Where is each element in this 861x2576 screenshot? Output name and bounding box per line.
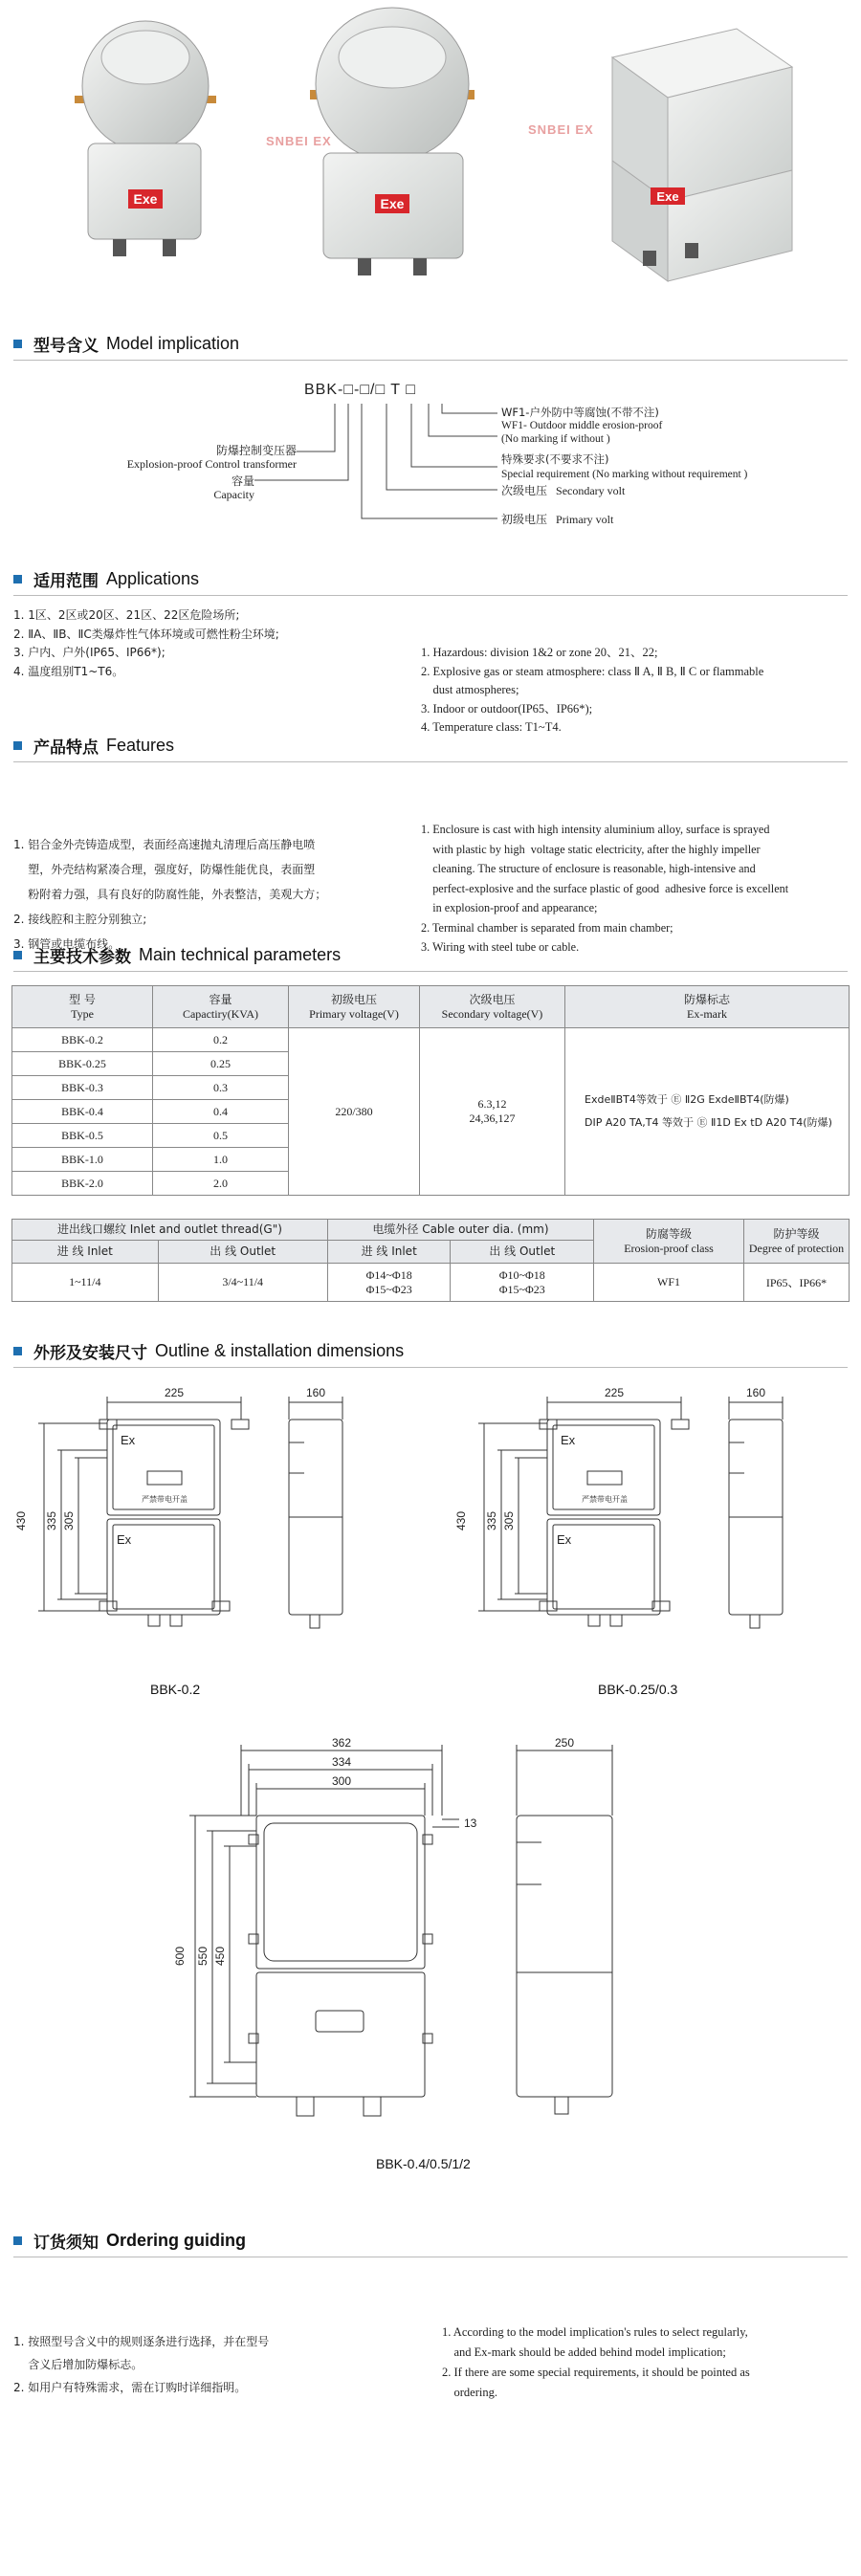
photo-bbk-large [612, 0, 792, 281]
heading-en: Applications [106, 568, 200, 588]
section-heading-ordering [13, 2229, 246, 2252]
dim-thickness: 13 [464, 1816, 477, 1830]
item-wf1-zh: WF1-户外防中等腐蚀(不带不注) [501, 406, 659, 419]
dim-side: 160 [745, 1386, 766, 1399]
cable-header: 电缆外径 Cable outer dia. (mm) [327, 1220, 593, 1241]
secondary-voltage: 6.3,12 24,36,127 [420, 1028, 565, 1196]
table-row: BBK-0.3 0.3 [12, 1076, 850, 1100]
heading-en: Ordering guiding [106, 2230, 246, 2250]
dim-h1: 430 [14, 1510, 28, 1531]
item-secondary: 次级电压 Secondary volt [501, 484, 626, 497]
section-heading-features [13, 734, 174, 757]
product-photo-illustration [0, 0, 861, 287]
watermark: SNBEI EX [528, 122, 594, 137]
col-capacity: 容量 Capactiry(KVA) [153, 986, 289, 1028]
dim-width: 225 [164, 1386, 185, 1399]
drawing-bbk-0-25 [440, 1377, 861, 1664]
dim-side: 250 [554, 1736, 575, 1750]
divider [13, 761, 848, 762]
cable-inlet-header: 进 线 Inlet [327, 1241, 451, 1264]
heading-square-icon [13, 951, 22, 959]
drawing-bbk-0-2-lines [0, 1377, 430, 1664]
ordering-en: 1. According to the model implication's rules to select regularly, and Ex-mark should be added behind model implication; 2. If there are some special requirements, it should be pointed as ordering. [442, 2325, 750, 2399]
dim-side: 160 [305, 1386, 326, 1399]
caption-bbk-0-25: BBK-0.25/0.3 [598, 1682, 678, 1697]
model-code-diagram [0, 373, 861, 545]
drawing-ex-top: Ex [121, 1433, 136, 1447]
dim-width: 225 [604, 1386, 625, 1399]
divider [13, 1367, 848, 1368]
dim-h3: 305 [62, 1510, 76, 1531]
divider [13, 971, 848, 972]
protection-header: 防护等级 Degree of protection [744, 1220, 850, 1264]
drawing-bbk-0-4-lines [0, 1722, 861, 2143]
table-row: BBK-1.0 1.0 [12, 1148, 850, 1172]
left-capacity-zh: 容量 [231, 474, 254, 488]
params-table [11, 985, 850, 1196]
applications-zh: 1. 1区、2区或20区、21区、22区危险场所; 2. ⅡA、ⅡB、ⅡC类爆炸性气体环境或可燃性粉尘环境; 3. 户内、户外(IP65、IP66*); 4. 温度组别T1~T6。 [13, 608, 279, 678]
thread-table [11, 1219, 850, 1302]
section-heading-applications [13, 567, 199, 590]
dim-h3: 450 [213, 1946, 227, 1967]
primary-voltage: 220/380 [289, 1028, 420, 1196]
col-exmark: 防爆标志 Ex-mark [565, 986, 850, 1028]
table-row: BBK-0.2 0.2 220/380 6.3,12 24,36,127 ExdeⅡBT4等效于 Ⓔ Ⅱ2G ExdeⅡBT4(防爆) DIP A20 TA,T4 等效于 Ⓔ Ⅱ1D Ex tD A20 T4(防爆) [12, 1028, 850, 1052]
drawing-bbk-0-4 [0, 1722, 861, 2143]
heading-square-icon [13, 2236, 22, 2245]
item-wf1-en: WF1- Outdoor middle erosion-proof [501, 420, 663, 431]
table-row: 1~11/4 3/4~11/4 Φ14~Φ18 Φ15~Φ23 Φ10~Φ18 Φ15~Φ23 WF1 IP65、IP66* [12, 1264, 850, 1302]
watermark: SNBEI EX [266, 134, 332, 148]
caption-bbk-0-4: BBK-0.4/0.5/1/2 [376, 2156, 471, 2171]
dim-h2: 550 [196, 1946, 210, 1967]
erosion-header: 防腐等级 Erosion-proof class [594, 1220, 744, 1264]
features-en: 1. Enclosure is cast with high intensity aluminium alloy, surface is sprayed with plastic by high voltage static electricity, after the highly impeller cleaning. The structure of enclosure is reasonable, high-intensive and perfect-explosive and the surface plastic of good adhesive force is excellent in explosion-proof and appearance; 2. Terminal chamber is separated from main chamber; 3. Wiring with steel tube or cable. [421, 823, 789, 954]
item-wf1-en2: (No marking if without ) [501, 433, 610, 445]
photo-bbk-medium [310, 8, 475, 275]
exmark: ExdeⅡBT4等效于 Ⓔ Ⅱ2G ExdeⅡBT4(防爆) DIP A20 TA,T4 等效于 Ⓔ Ⅱ1D Ex tD A20 T4(防爆) [565, 1028, 850, 1196]
table-row: BBK-0.4 0.4 [12, 1100, 850, 1124]
photo-label-right: Exe [656, 189, 679, 204]
features-zh: 1. 铝合金外壳铸造成型，表面经高速抛丸清理后高压静电喷 塑，外壳结构紧凑合理，强度好，防爆性能优良，表面塑 粉附着力强，具有良好的防腐性能，外表整洁，美观大方； 2. 接线腔和主腔分别独立; 3. 钢管或电缆布线。 [13, 838, 327, 951]
divider [13, 595, 848, 596]
drawing-ex-bottom: Ex [557, 1532, 572, 1547]
drawing-warning-plate: 严禁带电开盖 [582, 1495, 628, 1504]
applications-en: 1. Hazardous: division 1&2 or zone 20、21、22; 2. Explosive gas or steam atmosphere: class Ⅱ A, Ⅱ B, Ⅱ C or flammable dust atmospheres; 3. Indoor or outdoor(IP65、IP66*); 4. Temperature class: T1~T4. [421, 646, 764, 734]
drawing-ex-top: Ex [561, 1433, 576, 1447]
heading-zh: 主要技术参数 [33, 947, 131, 967]
item-special-zh: 特殊要求(不要求不注) [501, 452, 609, 466]
heading-square-icon [13, 741, 22, 750]
heading-en: Main technical parameters [139, 944, 342, 964]
heading-zh: 型号含义 [33, 336, 99, 356]
section-heading-params [13, 943, 341, 966]
heading-square-icon [13, 340, 22, 348]
table-row: BBK-0.25 0.25 [12, 1052, 850, 1076]
col-primary: 初级电压 Primary voltage(V) [289, 986, 420, 1028]
dim-w1: 362 [331, 1736, 352, 1750]
photo-label-middle: Exe [380, 196, 405, 211]
product-photos [0, 0, 861, 287]
heading-zh: 适用范围 [33, 571, 99, 591]
heading-en: Model implication [106, 333, 240, 353]
dim-w3: 300 [331, 1774, 352, 1788]
left-transformer-zh: 防爆控制变压器 [215, 444, 297, 457]
dim-w2: 334 [331, 1755, 352, 1769]
photo-label-left: Exe [133, 191, 158, 207]
table-row: BBK-2.0 2.0 [12, 1172, 850, 1196]
inlet-header: 进 线 Inlet [12, 1241, 159, 1264]
section-heading-model [13, 332, 239, 355]
dim-h2: 335 [485, 1510, 498, 1531]
drawing-bbk-0-25-lines [440, 1377, 861, 1664]
left-transformer-en: Explosion-proof Control transformer [126, 457, 297, 471]
outlet-header: 出 线 Outlet [158, 1241, 327, 1264]
caption-bbk-0-2: BBK-0.2 [150, 1682, 201, 1697]
drawing-warning-plate: 严禁带电开盖 [142, 1495, 188, 1504]
ordering-zh: 1. 按照型号含义中的规则逐条进行选择，并在型号 含义后增加防爆标志。 2. 如用户有特殊需求，需在订购时详细指明。 [13, 2335, 270, 2394]
section-heading-outline [13, 1339, 404, 1362]
col-type: 型 号 Type [12, 986, 153, 1028]
drawing-ex-bottom: Ex [117, 1532, 132, 1547]
heading-en: Features [106, 735, 175, 755]
left-capacity-en: Capacity [213, 488, 254, 501]
divider [13, 360, 848, 361]
cable-outlet-header: 出 线 Outlet [451, 1241, 594, 1264]
heading-zh: 订货须知 [33, 2233, 99, 2253]
heading-zh: 产品特点 [33, 738, 99, 758]
model-code: BBK-□-□/□ T □ [304, 382, 416, 398]
table-row: BBK-0.5 0.5 [12, 1124, 850, 1148]
heading-square-icon [13, 575, 22, 583]
heading-square-icon [13, 1347, 22, 1355]
dim-h1: 600 [173, 1946, 187, 1967]
heading-en: Outline & installation dimensions [155, 1340, 405, 1360]
photo-bbk-small [75, 21, 216, 256]
dim-h2: 335 [45, 1510, 58, 1531]
item-primary: 初级电压 Primary volt [501, 513, 614, 526]
item-special-en: Special requirement (No marking without requirement ) [501, 469, 748, 480]
heading-zh: 外形及安装尺寸 [33, 1343, 147, 1363]
col-secondary: 次级电压 Secondary voltage(V) [420, 986, 565, 1028]
drawing-bbk-0-2 [0, 1377, 430, 1664]
thread-header: 进出线口螺纹 Inlet and outlet thread(G") [12, 1220, 328, 1241]
dim-h1: 430 [454, 1510, 468, 1531]
dim-h3: 305 [502, 1510, 516, 1531]
